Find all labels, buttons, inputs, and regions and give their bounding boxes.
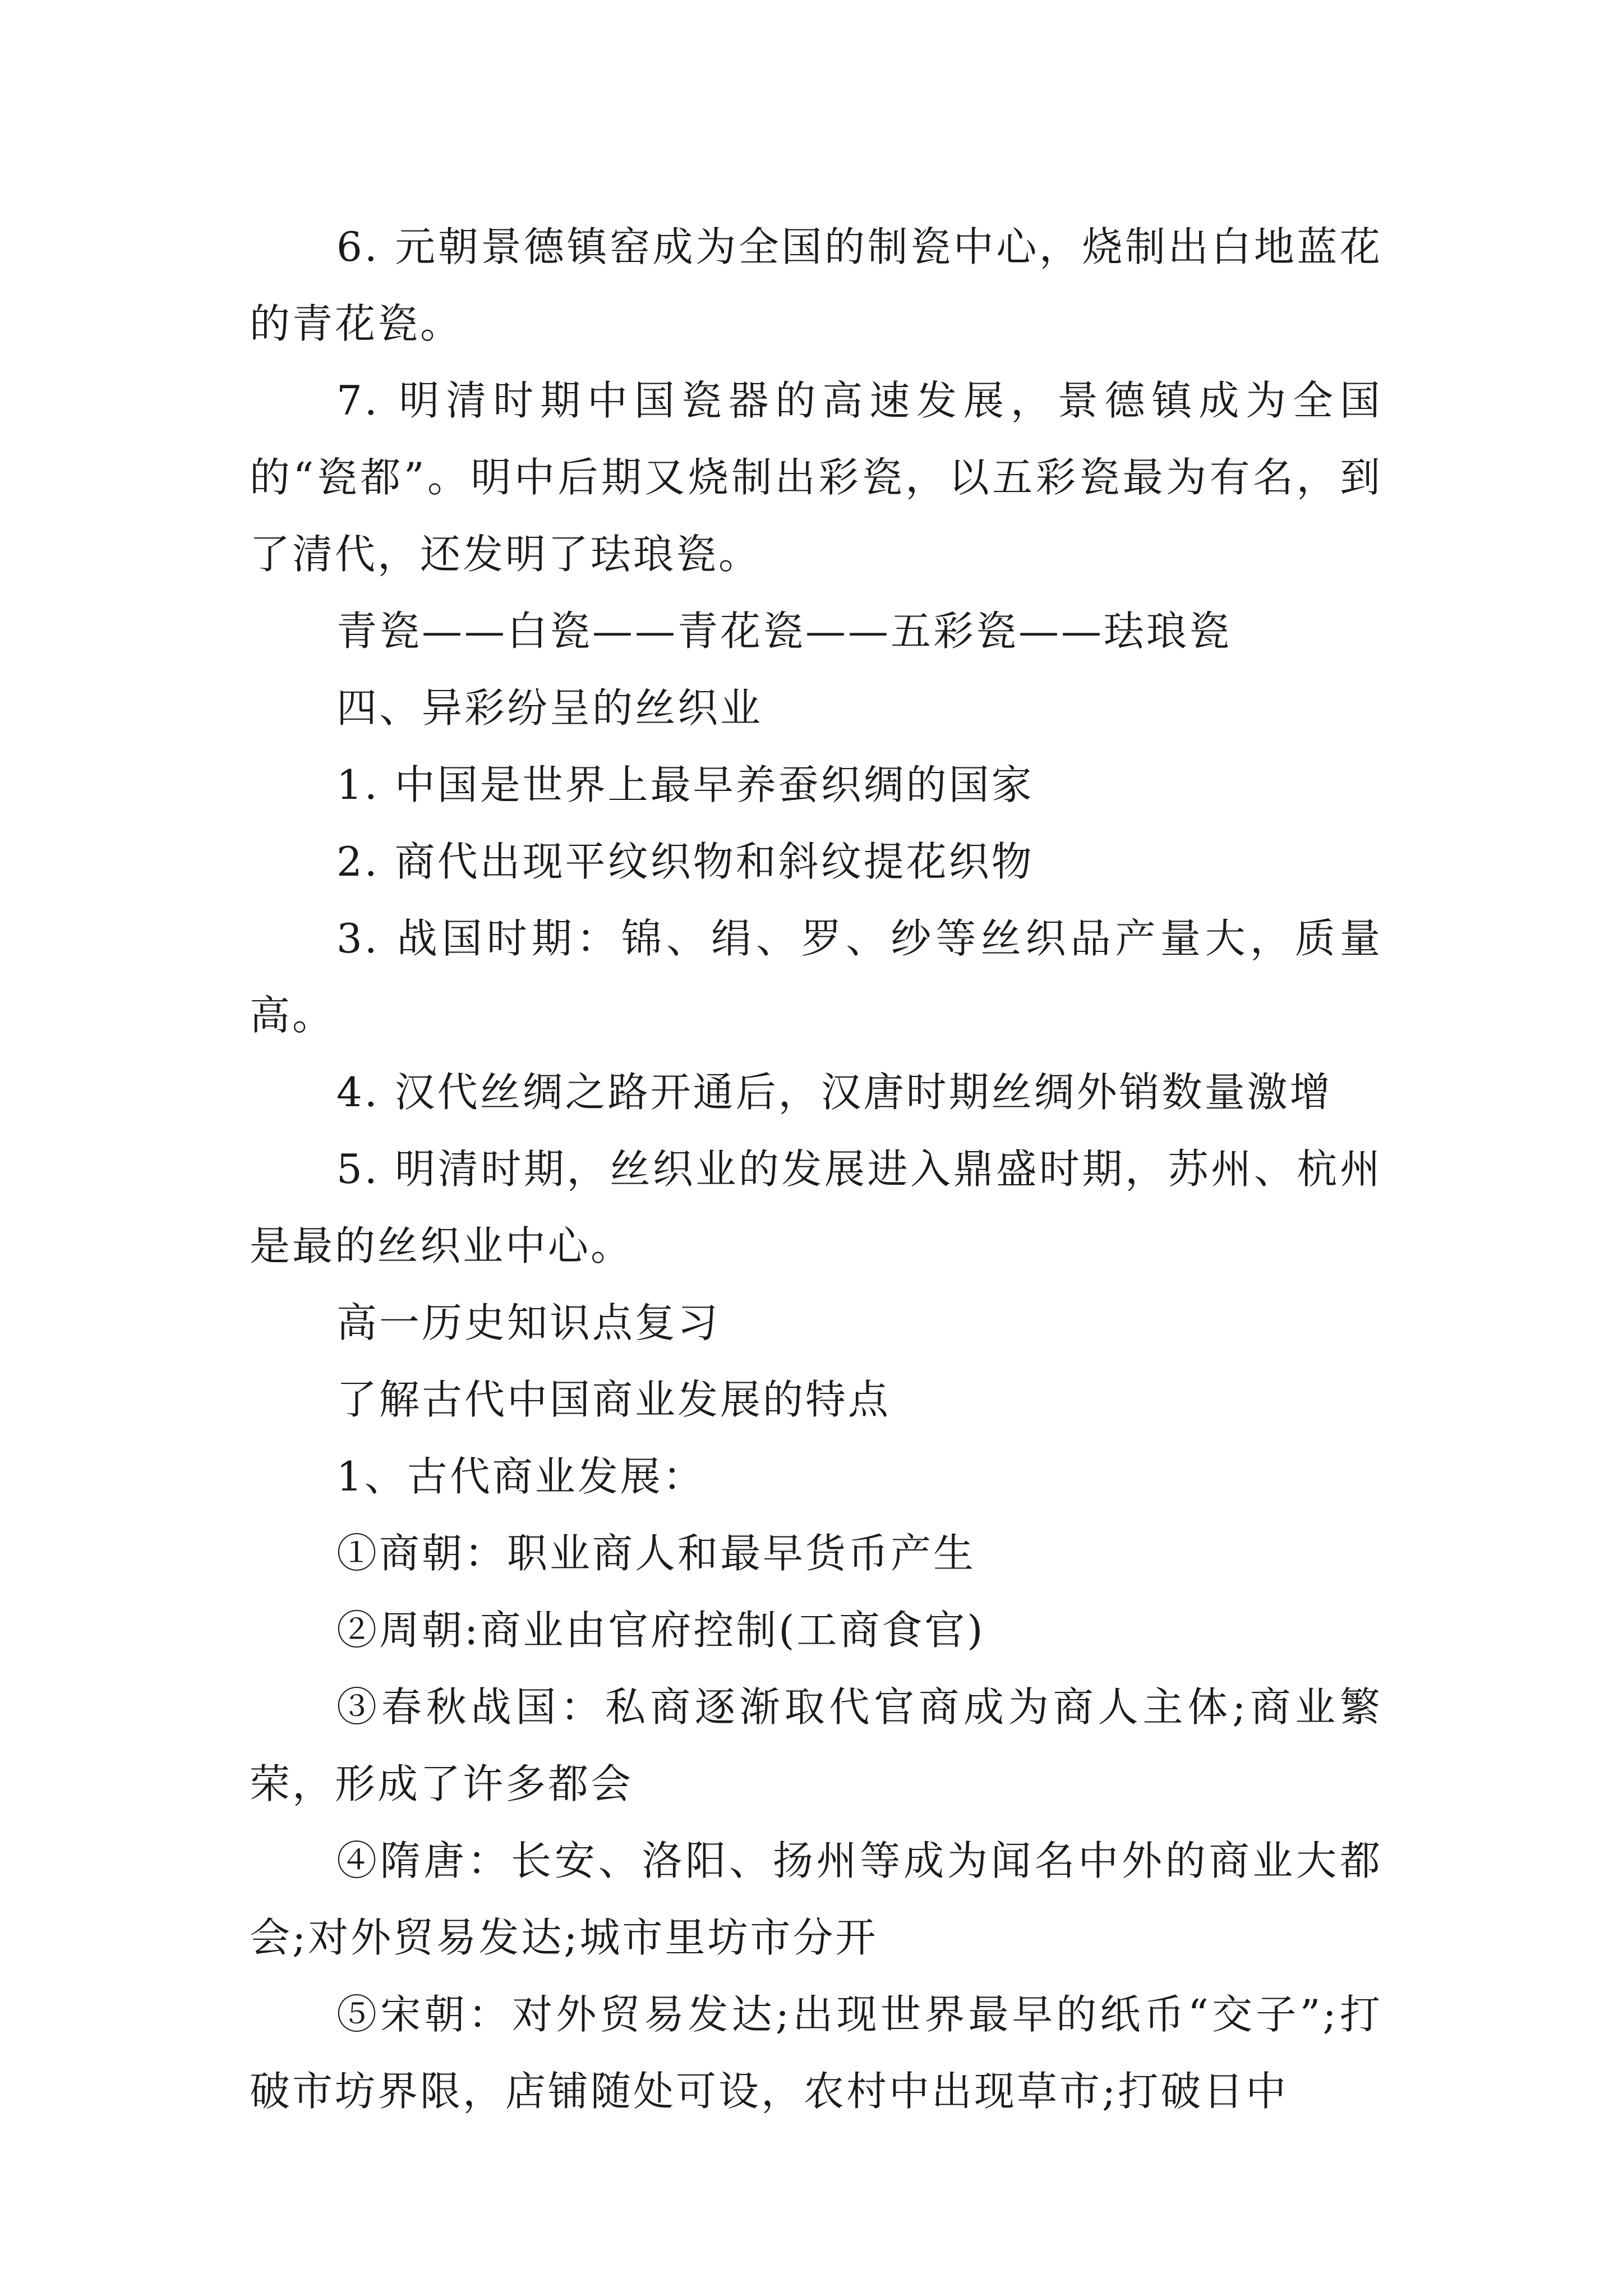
paragraph-ming-qing-porcelain: 7. 明清时期中国瓷器的高速发展，景德镇成为全国的“瓷都”。明中后期又烧制出彩瓷，以五彩瓷最为有名，到了清代，还发明了珐琅瓷。 [250, 377, 1382, 578]
document-body [250, 209, 1382, 2130]
paragraph-spring-autumn: ③春秋战国：私商逐渐取代官商成为商人主体;商业繁荣，形成了许多都会 [250, 1683, 1382, 1807]
paragraph-silk-1: 1. 中国是世界上最早养蚕织绸的国家 [336, 761, 1034, 808]
paragraph-zhou: ②周朝:商业由官府控制(工商食官) [336, 1607, 985, 1654]
paragraph-song: ⑤宋朝：对外贸易发达;出现世界最早的纸币“交子”;打破市坊界限，店铺随处可设，农村中出现草市;打破日中 [250, 1991, 1382, 2115]
paragraph-sui-tang: ④隋唐：长安、洛阳、扬州等成为闻名中外的商业大都会;对外贸易发达;城市里坊市分开 [250, 1837, 1382, 1961]
paragraph-yuan-porcelain: 6. 元朝景德镇窑成为全国的制瓷中心，烧制出白地蓝花的青花瓷。 [250, 223, 1382, 347]
paragraph-porcelain-sequence: 青瓷——白瓷——青花瓷——五彩瓷——珐琅瓷 [336, 608, 1232, 655]
section-heading-silk: 四、异彩纷呈的丝织业 [336, 684, 763, 731]
paragraph-silk-5: 5. 明清时期，丝织业的发展进入鼎盛时期，苏州、杭州是最的丝织业中心。 [250, 1145, 1382, 1269]
paragraph-silk-2: 2. 商代出现平纹织物和斜纹提花织物 [336, 838, 1034, 885]
paragraph-silk-4: 4. 汉代丝绸之路开通后，汉唐时期丝绸外销数量激增 [336, 1069, 1332, 1116]
paragraph-shang: ①商朝：职业商人和最早货币产生 [336, 1530, 976, 1577]
heading-review: 高一历史知识点复习 [336, 1299, 721, 1346]
heading-commerce-features: 了解古代中国商业发展的特点 [336, 1376, 891, 1423]
paragraph-commerce-1: 1、古代商业发展： [336, 1453, 706, 1500]
paragraph-silk-3: 3. 战国时期：锦、绢、罗、纱等丝织品产量大，质量高。 [250, 915, 1382, 1039]
